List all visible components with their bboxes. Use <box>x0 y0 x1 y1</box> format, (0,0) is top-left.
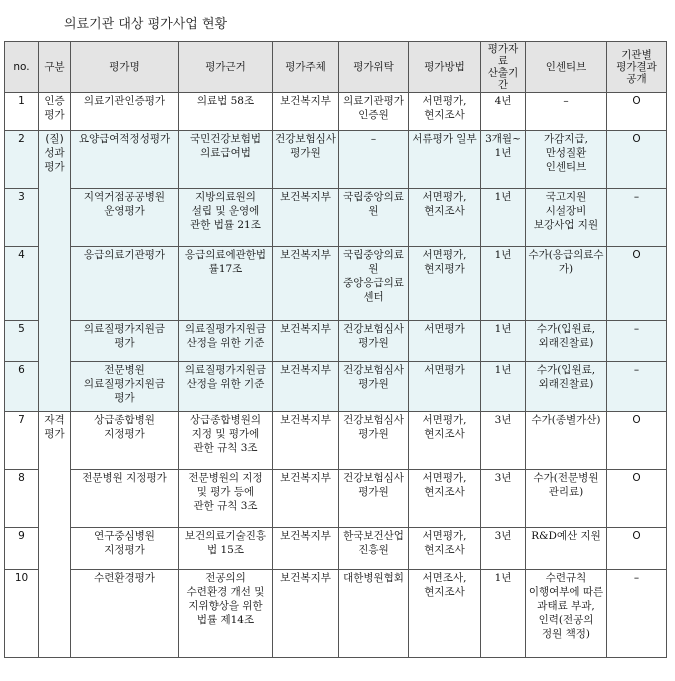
header-delegate: 평가위탁 <box>339 42 409 93</box>
cell-name: 전문병원 의료질평가지원금 평가 <box>71 362 179 412</box>
cell-period: 3개월~ 1년 <box>481 131 526 189</box>
cell-name: 연구중심병원 지정평가 <box>71 528 179 570</box>
cell-period: 3년 <box>481 412 526 470</box>
cell-no: 9 <box>5 528 39 570</box>
cell-public: – <box>607 362 667 412</box>
cell-agent: 건강보험심사 평가원 <box>273 131 339 189</box>
table-row <box>5 321 667 362</box>
category-cell: 인증 평가 <box>39 93 71 131</box>
cell-delegate: – <box>339 131 409 189</box>
table-row <box>5 362 667 412</box>
cell-incentive: – <box>526 93 607 131</box>
cell-no: 4 <box>5 247 39 321</box>
cell-method: 서면조사, 현지조사 <box>409 570 481 658</box>
cell-incentive: 수련규칙 이행여부에 따른 과태료 부과, 인력(전공의 정원 책정) <box>526 570 607 658</box>
cell-incentive: 수가(입원료, 외래진찰료) <box>526 362 607 412</box>
table-row <box>5 93 667 131</box>
table-row <box>5 570 667 658</box>
cell-basis: 응급의료에관한법 률17조 <box>179 247 273 321</box>
cell-period: 1년 <box>481 570 526 658</box>
cell-delegate: 의료기관평가 인증원 <box>339 93 409 131</box>
table-row <box>5 528 667 570</box>
cell-method: 서면평가, 현지조사 <box>409 470 481 528</box>
cell-period: 1년 <box>481 247 526 321</box>
header-method: 평가방법 <box>409 42 481 93</box>
cell-basis: 의료법 58조 <box>179 93 273 131</box>
header-category: 구분 <box>39 42 71 93</box>
table-row <box>5 131 667 189</box>
cell-period: 3년 <box>481 470 526 528</box>
cell-no: 8 <box>5 470 39 528</box>
header-agent: 평가주체 <box>273 42 339 93</box>
cell-name: 수련환경평가 <box>71 570 179 658</box>
cell-method: 서면평가, 현지조사 <box>409 93 481 131</box>
cell-no: 10 <box>5 570 39 658</box>
header-period: 평가자료 산출기간 <box>481 42 526 93</box>
cell-no: 1 <box>5 93 39 131</box>
cell-agent: 보건복지부 <box>273 362 339 412</box>
cell-period: 1년 <box>481 362 526 412</box>
cell-period: 3년 <box>481 528 526 570</box>
cell-public: O <box>607 412 667 470</box>
cell-delegate: 국립중앙의료 원 중앙응급의료 센터 <box>339 247 409 321</box>
cell-delegate: 한국보건산업 진흥원 <box>339 528 409 570</box>
cell-public: O <box>607 528 667 570</box>
cell-delegate: 국립중앙의료 원 <box>339 189 409 247</box>
cell-basis: 전문병원의 지정 및 평가 등에 관한 규칙 3조 <box>179 470 273 528</box>
cell-basis: 전공의의 수련환경 개선 및 지위향상을 위한 법률 제14조 <box>179 570 273 658</box>
cell-basis: 의료질평가지원금 산정을 위한 기준 <box>179 321 273 362</box>
cell-name: 전문병원 지정평가 <box>71 470 179 528</box>
cell-name: 의료기관인증평가 <box>71 93 179 131</box>
cell-incentive: 수가(종별가산) <box>526 412 607 470</box>
cell-public: O <box>607 131 667 189</box>
cell-basis: 상급종합병원의 지정 및 평가에 관한 규칙 3조 <box>179 412 273 470</box>
cell-period: 4년 <box>481 93 526 131</box>
cell-public: O <box>607 247 667 321</box>
cell-incentive: 수가(입원료, 외래진찰료) <box>526 321 607 362</box>
cell-public: O <box>607 470 667 528</box>
cell-basis: 국민건강보험법 의료급여법 <box>179 131 273 189</box>
header-basis: 평가근거 <box>179 42 273 93</box>
cell-delegate: 대한병원협회 <box>339 570 409 658</box>
cell-incentive: 국고지원 시설장비 보강사업 지원 <box>526 189 607 247</box>
header-public: 기관별 평가결과 공개 <box>607 42 667 93</box>
cell-name: 응급의료기관평가 <box>71 247 179 321</box>
cell-agent: 보건복지부 <box>273 321 339 362</box>
header-name: 평가명 <box>71 42 179 93</box>
cell-delegate: 건강보험심사 평가원 <box>339 412 409 470</box>
cell-method: 서면평가, 현지조사 <box>409 528 481 570</box>
cell-public: – <box>607 570 667 658</box>
cell-agent: 보건복지부 <box>273 412 339 470</box>
cell-no: 3 <box>5 189 39 247</box>
category-cell: (질) 성과 평가 <box>39 131 71 412</box>
cell-agent: 보건복지부 <box>273 93 339 131</box>
cell-method: 서류평가 일부 <box>409 131 481 189</box>
cell-agent: 보건복지부 <box>273 528 339 570</box>
cell-method: 서면평가 <box>409 321 481 362</box>
table-row <box>5 189 667 247</box>
cell-name: 지역거점공공병원 운영평가 <box>71 189 179 247</box>
cell-period: 1년 <box>481 189 526 247</box>
cell-delegate: 건강보험심사 평가원 <box>339 470 409 528</box>
table-caption: 의료기관 대상 평가사업 현황 <box>64 17 228 32</box>
cell-public: – <box>607 189 667 247</box>
cell-agent: 보건복지부 <box>273 247 339 321</box>
cell-agent: 보건복지부 <box>273 189 339 247</box>
cell-name: 의료질평가지원금 평가 <box>71 321 179 362</box>
cell-basis: 보건의료기술진흥 법 15조 <box>179 528 273 570</box>
header-no: no. <box>5 42 39 93</box>
category-cell: 자격 평가 <box>39 412 71 658</box>
cell-no: 5 <box>5 321 39 362</box>
cell-period: 1년 <box>481 321 526 362</box>
cell-agent: 보건복지부 <box>273 470 339 528</box>
cell-method: 서면평가, 현지조사 <box>409 189 481 247</box>
cell-incentive: 수가(전문병원 관리료) <box>526 470 607 528</box>
cell-method: 서면평가, 현지평가 <box>409 247 481 321</box>
cell-incentive: 수가(응급의료수 가) <box>526 247 607 321</box>
table-row <box>5 247 667 321</box>
cell-method: 서면평가, 현지조사 <box>409 412 481 470</box>
header-row <box>5 42 667 93</box>
cell-no: 2 <box>5 131 39 189</box>
cell-incentive: R&D예산 지원 <box>526 528 607 570</box>
cell-incentive: 가감지급, 만성질환 인센티브 <box>526 131 607 189</box>
cell-public: O <box>607 93 667 131</box>
cell-no: 7 <box>5 412 39 470</box>
cell-basis: 의료질평가지원금 산정을 위한 기준 <box>179 362 273 412</box>
cell-delegate: 건강보험심사 평가원 <box>339 362 409 412</box>
table-row <box>5 470 667 528</box>
table-row <box>5 412 667 470</box>
cell-basis: 지방의료원의 설립 및 운영에 관한 법률 21조 <box>179 189 273 247</box>
evaluation-table <box>4 41 667 658</box>
cell-method: 서면평가 <box>409 362 481 412</box>
header-incentive: 인센티브 <box>526 42 607 93</box>
cell-delegate: 건강보험심사 평가원 <box>339 321 409 362</box>
cell-name: 요양급여적정성평가 <box>71 131 179 189</box>
cell-name: 상급종합병원 지정평가 <box>71 412 179 470</box>
cell-agent: 보건복지부 <box>273 570 339 658</box>
cell-public: – <box>607 321 667 362</box>
cell-no: 6 <box>5 362 39 412</box>
